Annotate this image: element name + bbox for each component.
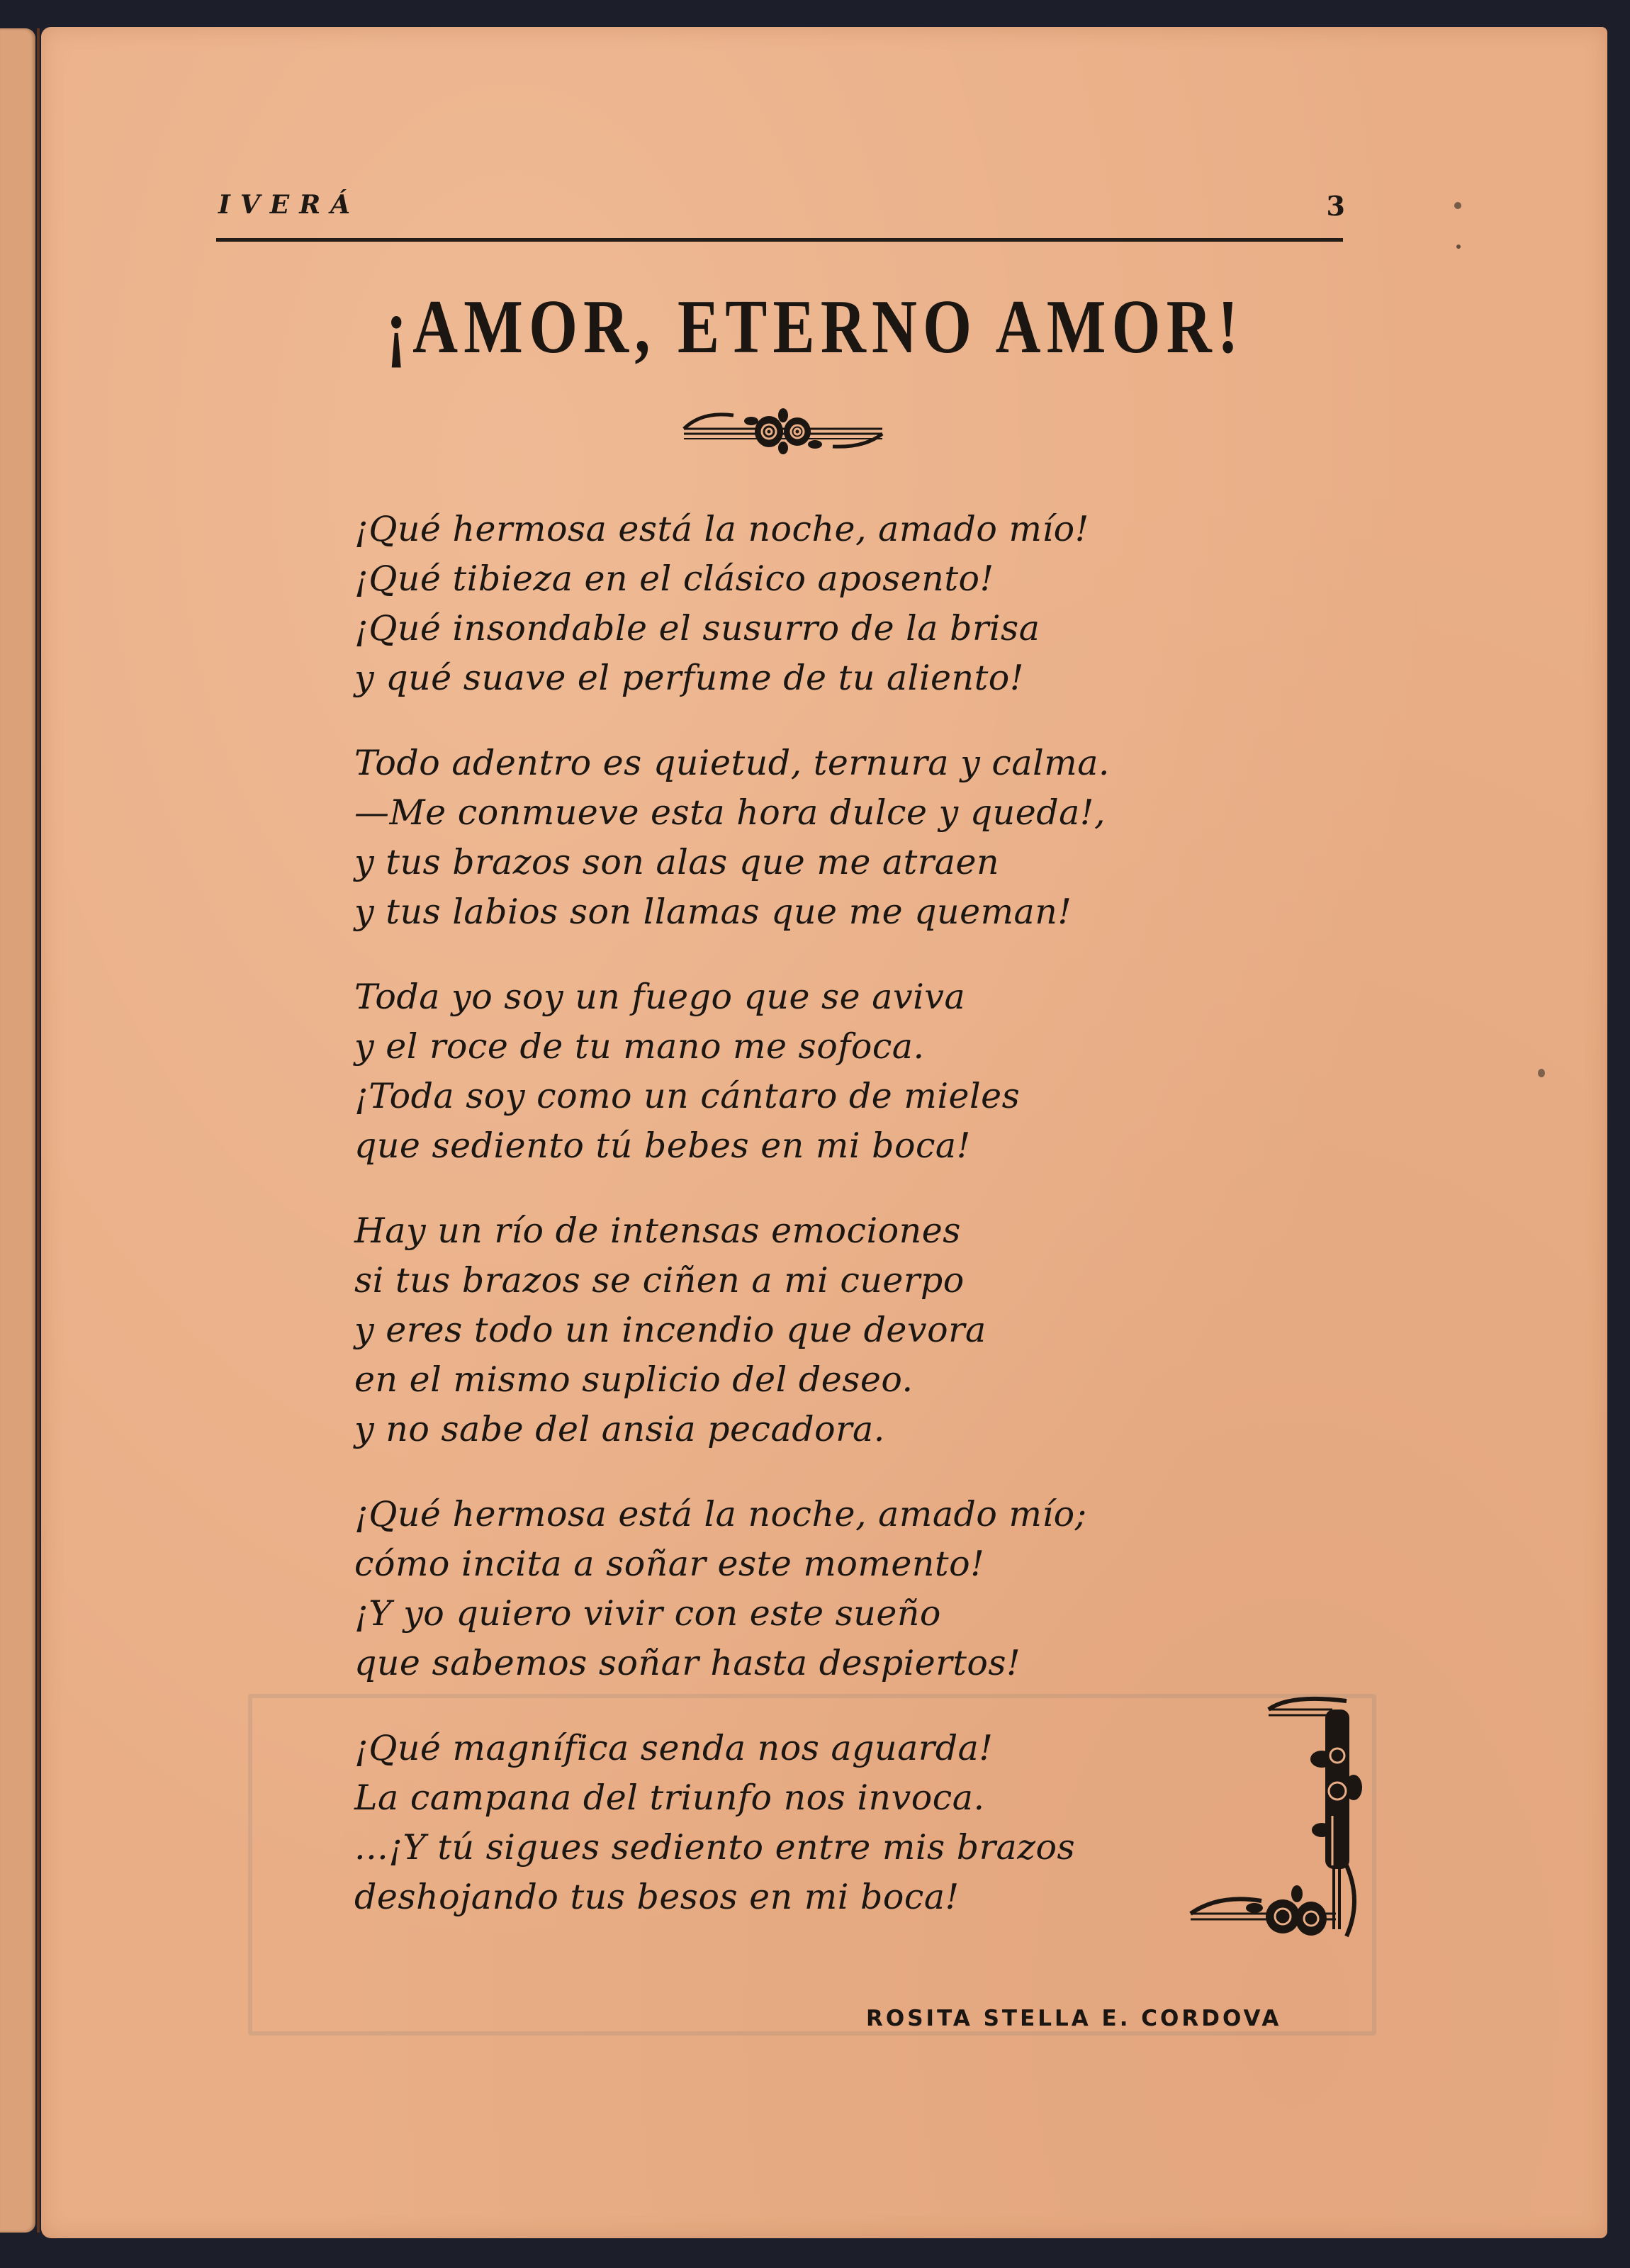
previous-page-edge: [0, 28, 35, 2233]
poem-title: ¡AMOR, ETERNO AMOR!: [386, 285, 1244, 369]
poem-line: Todo adentro es quietud, ternura y calma.: [354, 743, 1111, 783]
poem-line: y no sabe del ansia pecadora.: [354, 1409, 885, 1449]
poem-line: cómo incita a soñar este momento!: [354, 1544, 985, 1584]
poem-line: que sabemos soñar hasta despiertos!: [354, 1643, 1021, 1683]
poem-line: Toda yo soy un fuego que se aviva: [354, 977, 966, 1017]
floral-rule-ornament-icon: [680, 405, 886, 455]
stanza: [354, 1724, 1276, 1922]
stanza: [354, 972, 1276, 1171]
poem-line: en el mismo suplicio del deseo.: [354, 1359, 914, 1400]
running-head: [218, 190, 1345, 230]
binding-gutter: [37, 28, 40, 2233]
poem-line: y tus labios son llamas que me queman!: [354, 892, 1072, 932]
poem-line: si tus brazos se ciñen a mi cuerpo: [354, 1260, 965, 1301]
poem-line: Hay un río de intensas emociones: [354, 1211, 961, 1251]
stanza: [354, 505, 1276, 703]
poem-line: y el roce de tu mano me sofoca.: [354, 1026, 925, 1067]
stanza: [354, 1490, 1276, 1688]
header-rule: [216, 238, 1343, 242]
poem-line: ¡Qué insondable el susurro de la brisa: [354, 608, 1040, 649]
poem-line: que sediento tú bebes en mi boca!: [354, 1125, 971, 1166]
stanza: [354, 739, 1276, 937]
poem-line: y tus brazos son alas que me atraen: [354, 842, 1000, 882]
poem-line: y qué suave el perfume de tu aliento!: [354, 658, 1024, 698]
page-number: 3: [1326, 190, 1345, 222]
poem-line: La campana del triunfo nos invoca.: [354, 1778, 985, 1818]
poem-line: ...¡Y tú sigues sediento entre mis brazos: [354, 1827, 1076, 1868]
stanza: [354, 1206, 1276, 1454]
poem-line: ¡Qué magnífica senda nos aguarda!: [354, 1728, 994, 1768]
poem-line: ¡Qué hermosa está la noche, amado mío!: [354, 509, 1089, 549]
ink-speck: [1538, 1069, 1545, 1077]
magazine-title: IVERÁ: [218, 190, 361, 220]
author-byline: ROSITA STELLA E. CORDOVA: [866, 2006, 1282, 2031]
floral-corner-bracket-icon: [1176, 1688, 1368, 1950]
poem-line: —Me conmueve esta hora dulce y queda!,: [354, 792, 1106, 833]
poem-line: deshojando tus besos en mi boca!: [354, 1877, 960, 1917]
ink-speck: [1454, 202, 1461, 209]
poem-line: ¡Qué hermosa está la noche, amado mío;: [354, 1494, 1087, 1534]
poem-body: [354, 505, 1276, 1958]
poem-line: ¡Toda soy como un cántaro de mieles: [354, 1076, 1021, 1116]
ink-speck: [1456, 245, 1461, 249]
poem-line: ¡Y yo quiero vivir con este sueño: [354, 1593, 941, 1634]
poem-line: ¡Qué tibieza en el clásico aposento!: [354, 558, 994, 599]
poem-line: y eres todo un incendio que devora: [354, 1310, 987, 1350]
